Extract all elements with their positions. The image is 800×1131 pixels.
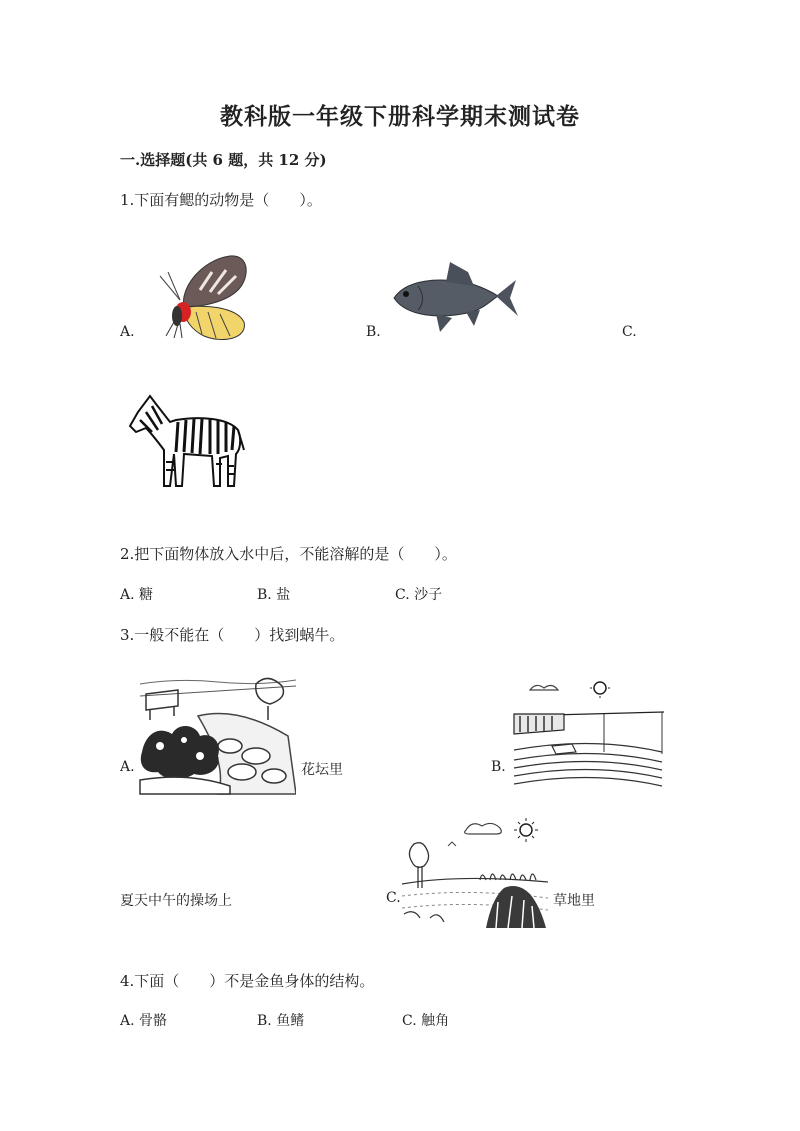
q3-option-b-letter[interactable]: B. (491, 759, 506, 775)
question-1-text: 1.下面有鳃的动物是（ ）。 (120, 191, 322, 209)
q1-option-c-letter[interactable]: C. (622, 324, 637, 340)
question-3-text: 3.一般不能在（ ）找到蜗牛。 (120, 626, 345, 644)
q2-option-a[interactable]: A. 糖 (120, 587, 154, 603)
q3-option-c-label: 草地里 (553, 893, 595, 909)
q1-option-a-letter[interactable]: A. (120, 324, 135, 340)
q4-option-a[interactable]: A. 骨骼 (120, 1013, 168, 1029)
playground-image (512, 680, 664, 796)
q2-option-b[interactable]: B. 盐 (257, 587, 291, 603)
question-2-text: 2.把下面物体放入水中后，不能溶解的是（ ）。 (120, 545, 457, 563)
q3-option-a-letter[interactable]: A. (120, 759, 135, 775)
q1-option-b-letter[interactable]: B. (366, 324, 381, 340)
q4-option-c[interactable]: C. 触角 (402, 1013, 450, 1029)
q4-option-b[interactable]: B. 鱼鳍 (257, 1013, 305, 1029)
q3-option-c-letter[interactable]: C. (386, 890, 401, 906)
grassland-image (400, 818, 548, 930)
question-4-text: 4.下面（ ）不是金鱼身体的结构。 (120, 972, 375, 990)
zebra-image (128, 392, 246, 490)
flowerbed-image (138, 676, 296, 796)
fish-image (388, 258, 520, 340)
page-title: 教科版一年级下册科学期末测试卷 (220, 103, 580, 130)
q2-option-c[interactable]: C. 沙子 (395, 587, 443, 603)
q3-option-b-label: 夏天中午的操场上 (120, 893, 232, 909)
q3-option-a-label: 花坛里 (301, 762, 343, 778)
section-heading: 一.选择题(共 6 题，共 12 分) (120, 151, 327, 169)
butterfly-image (140, 250, 252, 345)
